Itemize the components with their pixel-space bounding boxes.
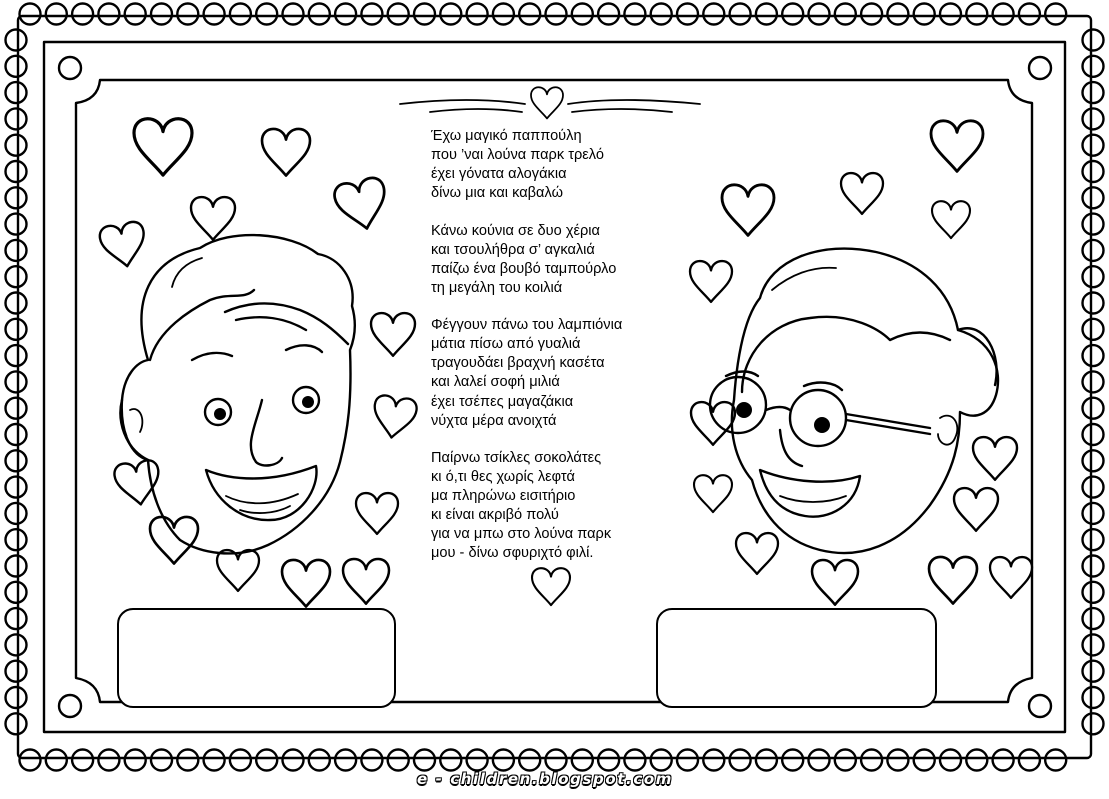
border-scallop: [835, 4, 856, 25]
border-scallop: [6, 266, 27, 287]
border-scallop: [756, 750, 777, 771]
border-scallop: [335, 750, 356, 771]
poem-line: Φέγγουν πάνω του λαμπιόνια: [431, 317, 623, 334]
border-scallop: [283, 750, 304, 771]
border-scallop: [361, 750, 382, 771]
border-scallop: [1019, 750, 1040, 771]
border-scallop: [1083, 687, 1104, 708]
grandmother-face: [710, 249, 998, 553]
border-scallop: [887, 750, 908, 771]
border-scallop: [6, 556, 27, 577]
grandfather-face: [120, 235, 354, 553]
border-scallop: [6, 214, 27, 235]
border-scallop: [940, 750, 961, 771]
border-scallop: [756, 4, 777, 25]
border-scallop: [204, 750, 225, 771]
poem-line: μα πληρώνω εισιτήριο: [431, 488, 576, 505]
poem-stanza: [431, 449, 671, 564]
border-scallop: [6, 56, 27, 77]
border-scallop: [6, 293, 27, 314]
border-scallop: [1045, 4, 1066, 25]
border-scallop: [966, 750, 987, 771]
border-scallop: [151, 4, 172, 25]
border-scallop: [940, 4, 961, 25]
poem-line: νύχτα μέρα ανοιχτά: [431, 412, 557, 429]
border-scallop: [1083, 450, 1104, 471]
border-scallop: [361, 4, 382, 25]
border-scallop: [1083, 293, 1104, 314]
poem-line: τραγουδάει βραχνή κασέτα: [431, 355, 605, 372]
border-scallop: [1083, 477, 1104, 498]
border-scallop: [1083, 424, 1104, 445]
poem-stanza: [431, 127, 671, 203]
border-scallop: [1083, 319, 1104, 340]
border-scallop: [809, 4, 830, 25]
border-scallop: [6, 187, 27, 208]
border-scallop: [283, 4, 304, 25]
border-scallop: [1083, 187, 1104, 208]
poem-text: [431, 127, 671, 582]
border-scallop: [388, 750, 409, 771]
border-scallop: [546, 750, 567, 771]
border-scallop: [230, 750, 251, 771]
border-scallop: [1083, 240, 1104, 261]
poem-line: για να μπω στο λούνα παρκ: [431, 526, 612, 543]
border-scallop: [624, 750, 645, 771]
border-scallop: [572, 4, 593, 25]
border-scallop: [703, 4, 724, 25]
poem-line: τη μεγάλη του κοιλιά: [431, 279, 563, 296]
border-scallop: [519, 4, 540, 25]
border-scallop: [204, 4, 225, 25]
poem-line: Έχω μαγικό παππούλη: [431, 128, 582, 144]
poem-line: παίζω ένα βουβό ταμπούρλο: [431, 260, 617, 277]
border-scallop: [151, 750, 172, 771]
border-scallop: [493, 750, 514, 771]
border-scallop: [98, 750, 119, 771]
border-scallop: [1083, 371, 1104, 392]
border-scallop: [467, 750, 488, 771]
border-scallop: [677, 750, 698, 771]
border-scallop: [6, 319, 27, 340]
border-scallop: [177, 750, 198, 771]
border-scallop: [440, 750, 461, 771]
border-scallop: [6, 713, 27, 734]
border-scallop: [598, 4, 619, 25]
border-scallop: [572, 750, 593, 771]
hearts-right: [690, 121, 1032, 605]
border-scallop: [1083, 529, 1104, 550]
border-scallop: [6, 135, 27, 156]
border-scallop: [1083, 30, 1104, 51]
border-scallop: [809, 750, 830, 771]
border-scallop: [1083, 266, 1104, 287]
border-scallop: [414, 750, 435, 771]
border-scallop: [1083, 108, 1104, 129]
border-scallop: [6, 398, 27, 419]
border-scallop: [651, 750, 672, 771]
poem-line: που ’ναι λούνα παρκ τρελό: [431, 147, 604, 164]
border-scallop: [624, 4, 645, 25]
border-scallop: [546, 4, 567, 25]
poem-line: κι είναι ακριβό πολύ: [431, 507, 559, 524]
poem-line: και τσουλήθρα σ’ αγκαλιά: [431, 241, 595, 258]
border-scallop: [519, 750, 540, 771]
border-scallop: [6, 371, 27, 392]
name-box-left[interactable]: [117, 608, 396, 708]
border-scallop: [6, 240, 27, 261]
border-scallop: [6, 424, 27, 445]
border-scallop: [6, 582, 27, 603]
border-scallop: [1083, 135, 1104, 156]
border-scallop: [677, 4, 698, 25]
poem-line: μάτια πίσω από γυαλιά: [431, 336, 581, 353]
poem-line: έχει τσέπες μαγαζάκια: [431, 393, 574, 410]
border-scallop: [1045, 750, 1066, 771]
border-scallop: [1083, 661, 1104, 682]
poem-line: Κάνω κούνια σε δυο χέρια: [431, 222, 600, 239]
border-scallop: [1083, 398, 1104, 419]
poem-line: κι ό,τι θες χωρίς λεφτά: [431, 468, 575, 485]
border-scallop: [1083, 56, 1104, 77]
border-scallop: [1083, 634, 1104, 655]
border-scallop: [125, 750, 146, 771]
border-scallop: [861, 750, 882, 771]
border-scallop: [914, 4, 935, 25]
border-scallop: [887, 4, 908, 25]
border-scallop: [993, 750, 1014, 771]
hearts-left: [98, 119, 418, 607]
border-scallop: [1083, 214, 1104, 235]
border-scallop: [598, 750, 619, 771]
poem-stanza: [431, 316, 671, 431]
border-scallop: [6, 529, 27, 550]
poem-line: δίνω μια και καβαλώ: [431, 185, 563, 202]
border-scallop: [1019, 4, 1040, 25]
border-scallop: [414, 4, 435, 25]
border-scallop: [6, 477, 27, 498]
border-scallop: [1083, 582, 1104, 603]
border-scallop: [966, 4, 987, 25]
border-scallop: [1083, 608, 1104, 629]
border-scallop: [782, 4, 803, 25]
border-scallop: [6, 345, 27, 366]
border-scallop: [177, 4, 198, 25]
border-scallop: [835, 750, 856, 771]
border-scallop: [125, 4, 146, 25]
border-scallop: [6, 608, 27, 629]
border-scallop: [98, 4, 119, 25]
border-scallop: [72, 4, 93, 25]
border-scallop: [1083, 556, 1104, 577]
border-scallop: [782, 750, 803, 771]
border-scallop: [72, 750, 93, 771]
border-scallop: [1083, 503, 1104, 524]
border-scallop: [1083, 345, 1104, 366]
poem-line: έχει γόνατα αλογάκια: [431, 166, 567, 183]
border-scallop: [6, 634, 27, 655]
border-scallop: [730, 4, 751, 25]
border-scallop: [46, 750, 67, 771]
border-scallop: [6, 108, 27, 129]
border-scallop: [1083, 713, 1104, 734]
border-scallop: [440, 4, 461, 25]
border-scallop: [335, 4, 356, 25]
poem-line: και λαλεί σοφή μιλιά: [431, 374, 560, 391]
border-scallop: [493, 4, 514, 25]
border-scallop: [20, 4, 41, 25]
border-scallop: [6, 661, 27, 682]
border-scallop: [730, 750, 751, 771]
border-scallop: [914, 750, 935, 771]
border-scallop: [20, 750, 41, 771]
border-scallop: [6, 450, 27, 471]
border-scallop: [309, 4, 330, 25]
border-scallop: [467, 4, 488, 25]
border-scallop: [256, 750, 277, 771]
top-ornament: [400, 87, 700, 118]
border-scallop: [309, 750, 330, 771]
border-scallop: [861, 4, 882, 25]
poem-line: Παίρνω τσίκλες σοκολάτες: [431, 449, 602, 466]
poem-line: μου - δίνω σφυριχτό φιλί.: [431, 545, 594, 562]
border-scallop: [6, 687, 27, 708]
border-scallop: [230, 4, 251, 25]
border-scallop: [46, 4, 67, 25]
border-scallop: [6, 503, 27, 524]
poem-stanza: [431, 222, 671, 298]
border-scallop: [6, 30, 27, 51]
border-scallop: [993, 4, 1014, 25]
border-scallop: [1083, 161, 1104, 182]
border-scallop: [6, 161, 27, 182]
footer-site-credit: e - children.blogspot.com: [417, 770, 673, 788]
border-scallop: [651, 4, 672, 25]
border-scallop: [1083, 82, 1104, 103]
border-scallop: [388, 4, 409, 25]
border-scallop: [6, 82, 27, 103]
name-box-right[interactable]: [656, 608, 937, 708]
border-scallop: [256, 4, 277, 25]
border-scallop: [703, 750, 724, 771]
